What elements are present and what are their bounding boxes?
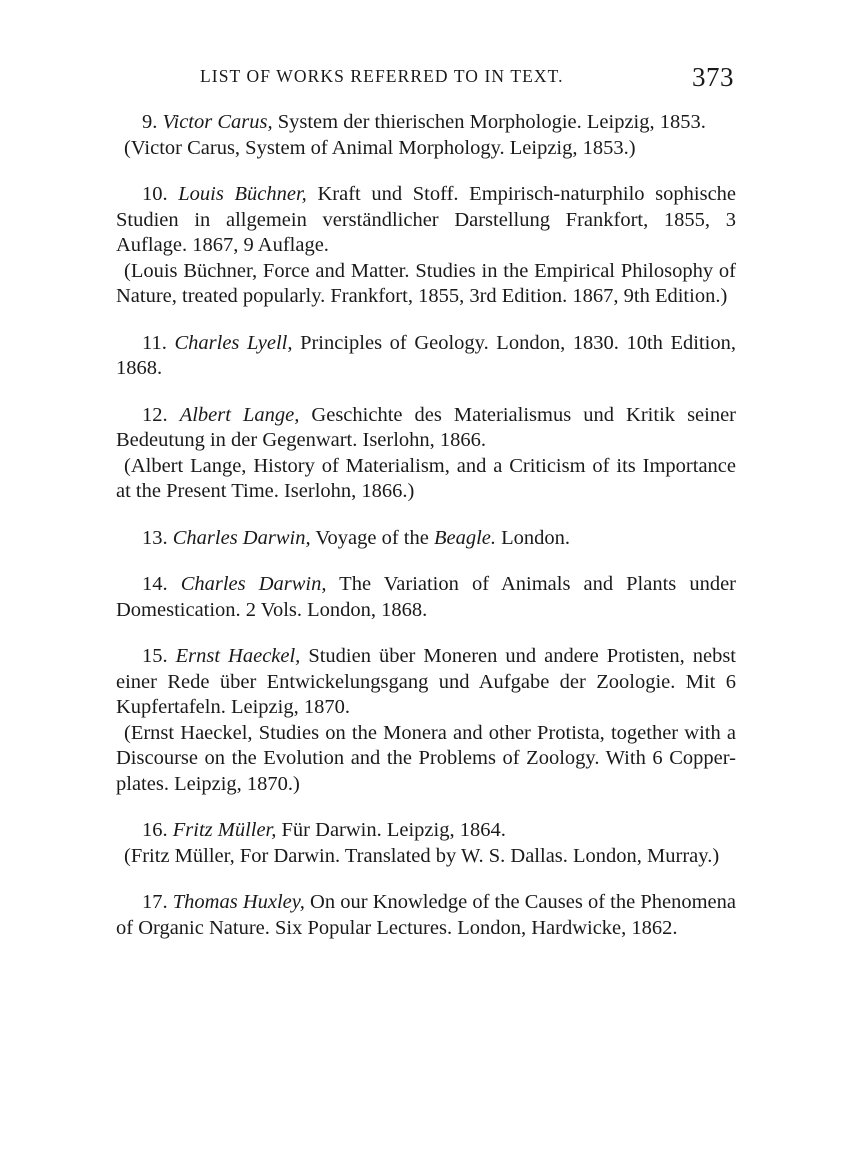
entry-citation <box>116 818 736 844</box>
bibliography-entry-12 <box>116 403 736 505</box>
entry-author: Charles Darwin, <box>172 526 311 549</box>
entry-translation: (Fritz Müller, For Darwin. Translated by W. S. Dallas. London, Murray.) <box>124 844 720 867</box>
entry-citation <box>116 644 736 721</box>
entry-author: Ernst Haeckel, <box>175 645 301 667</box>
entry-citation <box>116 182 736 259</box>
bibliography-entry-14 <box>116 572 736 623</box>
entry-number: 15. <box>142 645 168 667</box>
entry-author: Victor Carus, <box>162 111 273 133</box>
entry-translation: (Louis Büchner, Force and Matter. Studies in the Empirical Philosophy of Nature, treated popularly. Frankfort, 1855, 3rd Edition. 1867, 9th Edition.) <box>116 259 736 307</box>
entry-author: Charles Lyell, <box>174 331 293 354</box>
entry-citation <box>116 331 736 382</box>
bibliography-entry-13 <box>116 526 736 552</box>
entry-text-before: Voyage of the <box>315 526 429 549</box>
entry-citation <box>116 890 736 941</box>
entry-italic-title: Beagle. <box>433 526 496 549</box>
entry-citation <box>116 572 736 623</box>
entry-text: Principles of Geology. London, 1830. 10th Edition, 1868. <box>116 331 736 379</box>
entry-author: Charles Darwin, <box>180 573 327 595</box>
bibliography-entry-11 <box>116 331 736 382</box>
bibliography-entry-16 <box>116 818 736 869</box>
entry-number: 17. <box>142 891 168 913</box>
entry-number: 12. <box>142 403 168 426</box>
entry-citation <box>116 110 736 136</box>
bibliography-entry-15 <box>116 644 736 797</box>
entry-number: 16. <box>142 819 168 841</box>
bibliography-entry-9 <box>116 110 736 161</box>
entry-number: 13. <box>142 526 168 549</box>
entry-citation <box>116 403 736 454</box>
entry-text: System der thierischen Morphologie. Leipzig, 1853. <box>277 111 706 133</box>
entry-text: On our Knowledge of the Causes of the Phenomena of Organic Nature. Six Popular Lectures. London, Hardwicke, 1862. <box>116 891 736 939</box>
entry-number: 9. <box>142 111 158 133</box>
page-number: 373 <box>692 62 734 92</box>
entry-text: Geschichte des Materialismus und Kritik seiner Bedeutung in der Gegenwart. Iserlohn, 1866. <box>116 403 737 451</box>
entry-author: Thomas Huxley, <box>172 891 305 913</box>
running-head-title: LIST OF WORKS REFERRED TO IN TEXT. <box>200 66 564 86</box>
entry-text: The Variation of Animals and Plants under Domestication. 2 Vols. London, 1868. <box>116 573 737 621</box>
entry-text: Kraft und Stoff. Empirisch-naturphilo sophische Studien in allgemein verständlicher Darstellung Frankfort, 1855, 3 Auflage. 1867, 9 Auflage. <box>116 183 737 256</box>
running-head <box>200 62 736 94</box>
bibliography-list <box>116 110 736 962</box>
entry-citation <box>116 526 736 552</box>
bibliography-entry-17 <box>116 890 736 941</box>
entry-text: London. <box>501 526 571 549</box>
entry-number: 11. <box>142 331 167 354</box>
entry-translation: (Victor Carus, System of Animal Morphology. Leipzig, 1853.) <box>124 136 636 159</box>
entry-text: Studien über Moneren und andere Protisten, nebst einer Rede über Entwickelungsgang und Aufgabe der Zoologie. Mit 6 Kupfertafeln. Leipzig, 1870. <box>116 645 737 718</box>
entry-author: Louis Büchner, <box>178 183 307 205</box>
entry-author: Fritz Müller, <box>172 819 277 841</box>
entry-number: 10. <box>142 183 168 205</box>
entry-text: Für Darwin. Leipzig, 1864. <box>281 819 506 841</box>
entry-author: Albert Lange, <box>179 403 300 426</box>
bibliography-entry-10 <box>116 182 736 310</box>
entry-translation: (Albert Lange, History of Materialism, and a Criticism of its Importance at the Present Time. Iserlohn, 1866.) <box>116 454 736 502</box>
entry-translation: (Ernst Haeckel, Studies on the Monera and other Protista, together with a Discourse on the Evolution and the Problems of Zoology. With 6 Copper-plates. Leipzig, 1870.) <box>116 721 736 795</box>
entry-number: 14. <box>142 573 168 595</box>
